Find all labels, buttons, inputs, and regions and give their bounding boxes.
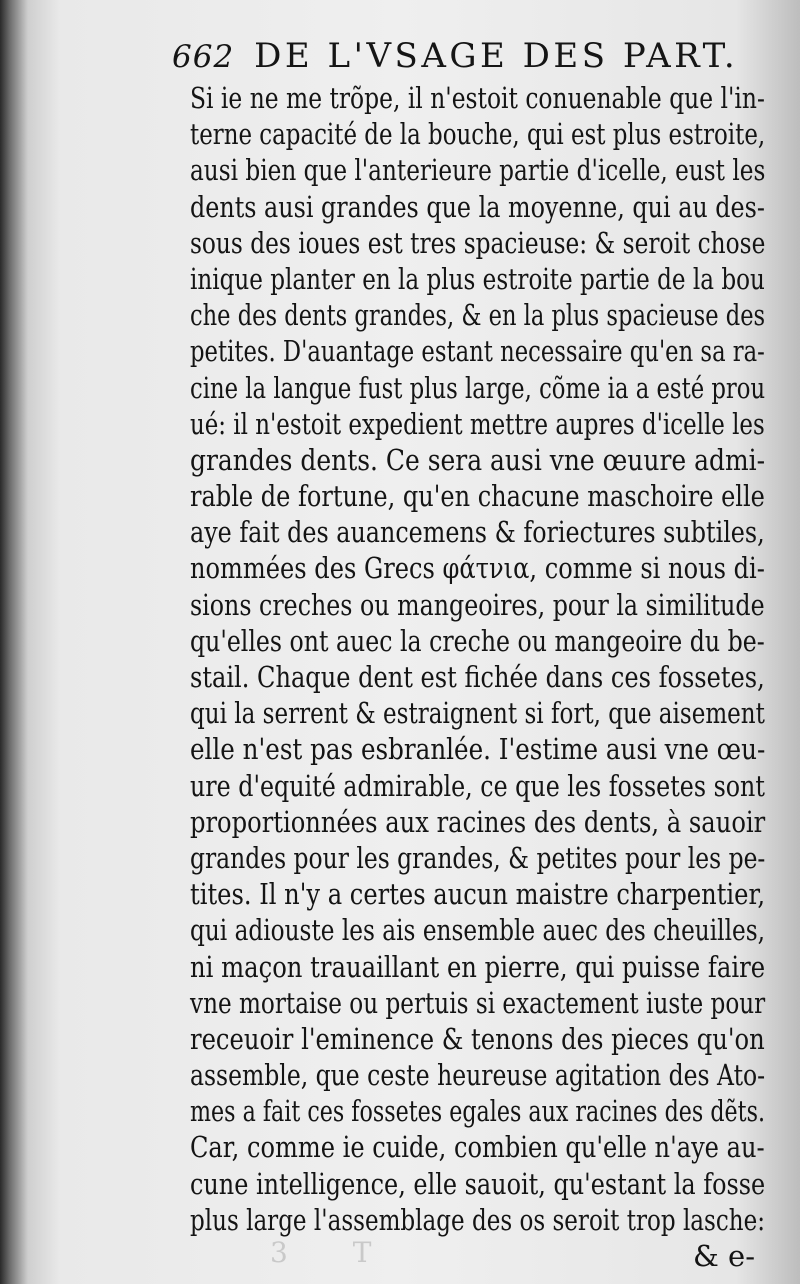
- text-line: qui adiouste les ais ensemble auec des cheuilles,: [190, 913, 765, 948]
- text-line: qu'elles ont auec la creche ou mangeoire du be-: [190, 623, 765, 658]
- text-line: Car, comme ie cuide, combien qu'elle n'aye au-: [190, 1130, 765, 1165]
- text-line: assemble, que ceste heureuse agitation des Ato-: [190, 1058, 766, 1093]
- text-line: sions creches ou mangeoires, pour la similitude: [190, 587, 765, 622]
- catchword: & e-: [693, 1239, 755, 1273]
- text-line: stail. Chaque dent est fichée dans ces fossetes,: [190, 660, 765, 694]
- text-line: Si ie ne me trõpe, il n'estoit conuenable que l'in-: [190, 81, 765, 115]
- page-number: 662: [172, 39, 235, 75]
- text-line: mes a fait ces fossetes egales aux racines des dẽts.: [190, 1094, 765, 1129]
- text-line: che des dents grandes, & en la plus spacieuse des: [190, 298, 766, 333]
- text-line: cune intelligence, elle sauoit, qu'estant la fosse: [190, 1166, 766, 1201]
- text-line: nommées des Grecs φάτνια, comme si nous di-: [190, 551, 765, 586]
- text-line: ausi bien que l'anterieure partie d'icelle, eust les: [190, 153, 766, 188]
- text-line: vne mortaise ou pertuis si exactement iuste pour: [190, 985, 766, 1020]
- text-line: qui la serrent & estraignent si fort, que aisement: [190, 696, 765, 731]
- text-line: grandes dents. Ce sera ausi vne œuure admi-: [190, 442, 766, 477]
- text-line: sous des ioues est tres spacieuse: & seroit chose: [190, 225, 766, 260]
- text-line: elle n'est pas esbranlée. I'estime ausi vne œu-: [190, 732, 766, 767]
- text-line: rable de fortune, qu'en chacune maschoire elle: [190, 479, 765, 514]
- text-line: aye fait des auancemens & foriectures subtiles,: [190, 515, 765, 550]
- text-line: proportionnées aux racines des dents, à sauoir: [190, 804, 766, 839]
- running-title: DE L'VSAGE DES PART.: [254, 36, 739, 76]
- text-line: ni maçon trauaillant en pierre, qui puisse faire: [190, 949, 766, 984]
- text-line: tites. Il n'y a certes aucun maistre charpentier,: [190, 877, 766, 912]
- text-line: ué: il n'estoit expedient mettre aupres d'icelle les: [190, 406, 765, 441]
- text-line: receuoir l'eminence & tenons des pieces qu'on: [190, 1021, 765, 1056]
- text-line: petites. D'auantage estant necessaire qu'en sa ra-: [190, 334, 765, 369]
- text-line: inique planter en la plus estroite partie de la bou: [190, 261, 765, 296]
- text-line: ure d'equité admirable, ce que les fossetes sont: [190, 768, 765, 803]
- bleed-through-marks: 3 T: [270, 1236, 400, 1269]
- text-line: dents ausi grandes que la moyenne, qui au des-: [190, 189, 765, 224]
- text-line: grandes pour les grandes, & petites pour les pe-: [190, 840, 766, 875]
- text-line: cine la langue fust plus large, cõme ia a esté prou: [190, 370, 766, 405]
- body-text: [190, 80, 765, 1274]
- text-line: terne capacité de la bouche, qui est plus estroite,: [190, 117, 766, 152]
- text-line: plus large l'assemblage des os seroit trop lasche:: [190, 1202, 765, 1237]
- page-header: [172, 36, 772, 80]
